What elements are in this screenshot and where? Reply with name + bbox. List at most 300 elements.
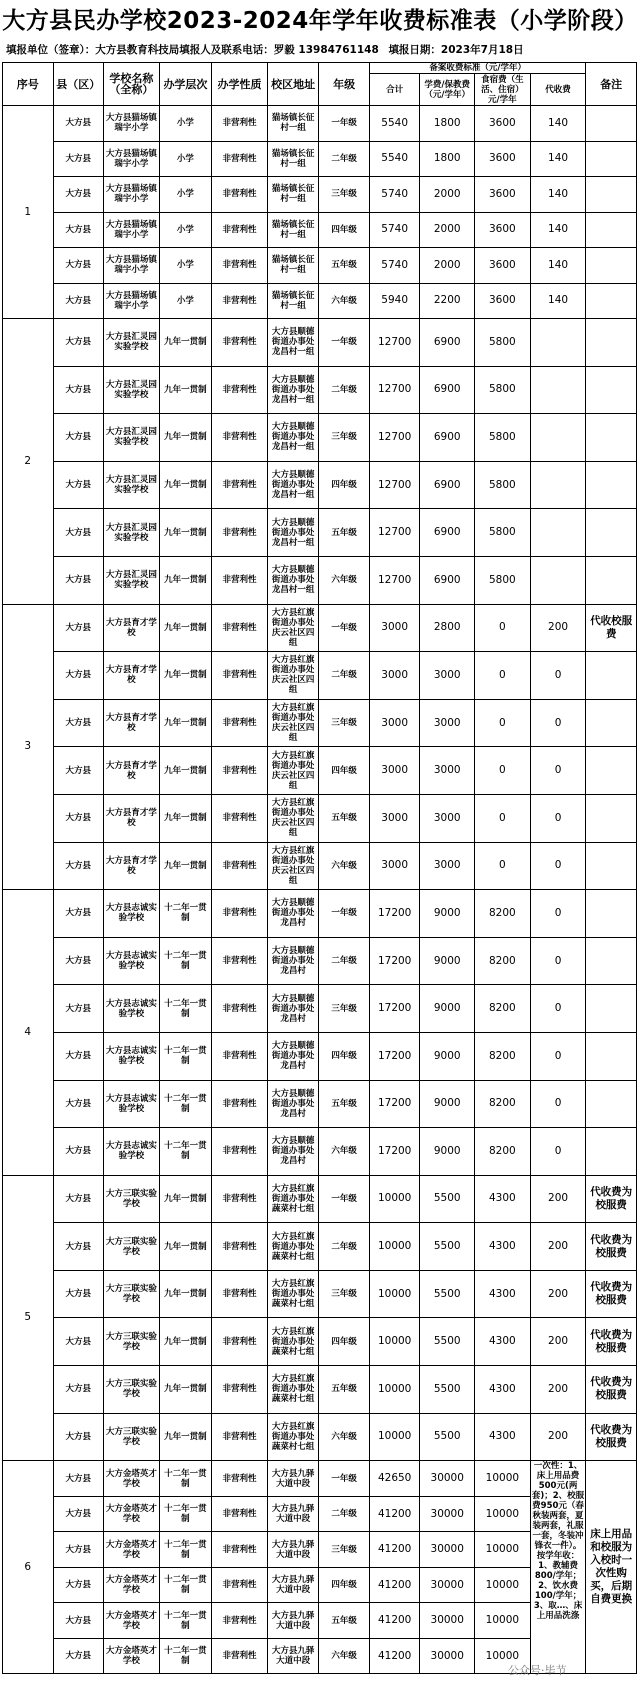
cell-agency: 200: [530, 604, 586, 652]
cell-agency: 0: [530, 985, 586, 1033]
cell-level: 九年一贯制: [159, 1413, 212, 1461]
cell-tuition: 30000: [420, 1567, 475, 1603]
cell-board: 0: [475, 652, 531, 700]
cell-county: 大方县: [53, 652, 104, 700]
cell-nature: 非营利性: [212, 1223, 268, 1271]
cell-level: 十二年一贯制: [159, 985, 212, 1033]
cell-remark: [586, 937, 637, 985]
cell-school: 大方金塔英才学校: [104, 1532, 160, 1568]
cell-school: 大方县猫场镇瑞宇小学: [104, 141, 160, 177]
cell-county: 大方县: [53, 556, 104, 604]
cell-address: 大方县顺德街道办事处龙昌村一组: [267, 366, 319, 414]
cell-nature: 非营利性: [212, 1461, 268, 1497]
cell-school: 大方金塔英才学校: [104, 1603, 160, 1639]
cell-tuition: 30000: [420, 1603, 475, 1639]
table-row: [3, 1032, 637, 1080]
cell-grade: 三年级: [319, 699, 370, 747]
cell-remark: 代收校服费: [586, 604, 637, 652]
cell-county: 大方县: [53, 1223, 104, 1271]
cell-school: 大方三联实验学校: [104, 1270, 160, 1318]
cell-level: 九年一贯制: [159, 1175, 212, 1223]
cell-grade: 六年级: [319, 842, 370, 890]
cell-grade: 二年级: [319, 652, 370, 700]
cell-agency: 200: [530, 1318, 586, 1366]
cell-county: 大方县: [53, 1496, 104, 1532]
cell-total: 17200: [369, 1128, 420, 1176]
cell-grade: 一年级: [319, 604, 370, 652]
table-row: [3, 366, 637, 414]
cell-address: 大方县九驿大道中段: [267, 1638, 319, 1674]
table-row: [3, 1080, 637, 1128]
cell-tuition: 3000: [420, 652, 475, 700]
cell-total: 41200: [369, 1603, 420, 1639]
table-row: [3, 1128, 637, 1176]
cell-level: 十二年一贯制: [159, 1496, 212, 1532]
cell-nature: 非营利性: [212, 556, 268, 604]
cell-grade: 一年级: [319, 1175, 370, 1223]
cell-nature: 非营利性: [212, 106, 268, 142]
table-row: [3, 212, 637, 248]
cell-tuition: 2000: [420, 177, 475, 213]
cell-remark: [586, 366, 637, 414]
cell-address: 猫场镇长征村一组: [267, 283, 319, 319]
cell-tuition: 2000: [420, 212, 475, 248]
cell-school: 大方三联实验学校: [104, 1318, 160, 1366]
cell-remark: 代收费为校服费: [586, 1413, 637, 1461]
table-row: [3, 1413, 637, 1461]
cell-remark: [586, 509, 637, 557]
cell-board: 0: [475, 747, 531, 795]
table-row: [3, 985, 637, 1033]
cell-tuition: 6900: [420, 414, 475, 462]
cell-nature: 非营利性: [212, 1128, 268, 1176]
cell-county: 大方县: [53, 414, 104, 462]
table-row: [3, 1270, 637, 1318]
cell-agency: 200: [530, 1175, 586, 1223]
table-row: [3, 604, 637, 652]
report-info: [6, 42, 636, 57]
cell-agency: 0: [530, 699, 586, 747]
cell-level: 九年一贯制: [159, 1318, 212, 1366]
cell-county: 大方县: [53, 937, 104, 985]
cell-county: 大方县: [53, 366, 104, 414]
group-seq: 5: [3, 1175, 54, 1461]
cell-address: 大方县顺德街道办事处龙昌村: [267, 937, 319, 985]
table-row: [3, 1366, 637, 1414]
cell-address: 大方县红旗街道办事处蔬菜村七组: [267, 1318, 319, 1366]
table-row: [3, 106, 637, 142]
page-title: 大方县民办学校2023-2024年学年收费标准表（小学阶段）: [2, 8, 638, 34]
cell-level: 九年一贯制: [159, 699, 212, 747]
cell-board: 5800: [475, 414, 531, 462]
cell-address: 大方县红旗街道办事处庆云社区四组: [267, 604, 319, 652]
cell-school: 大方县猫场镇瑞宇小学: [104, 212, 160, 248]
cell-tuition: 5500: [420, 1366, 475, 1414]
cell-level: 九年一贯制: [159, 461, 212, 509]
cell-tuition: 3000: [420, 747, 475, 795]
cell-grade: 六年级: [319, 1638, 370, 1674]
cell-school: 大方县汇灵园实验学校: [104, 414, 160, 462]
cell-county: 大方县: [53, 1080, 104, 1128]
cell-address: 大方县红旗街道办事处庆云社区四组: [267, 794, 319, 842]
cell-level: 小学: [159, 106, 212, 142]
cell-board: 10000: [475, 1638, 531, 1674]
cell-tuition: 1800: [420, 141, 475, 177]
cell-county: 大方县: [53, 747, 104, 795]
cell-level: 十二年一贯制: [159, 937, 212, 985]
cell-total: 10000: [369, 1366, 420, 1414]
cell-remark: [586, 556, 637, 604]
cell-total: 10000: [369, 1318, 420, 1366]
cell-level: 小学: [159, 248, 212, 284]
cell-total: 10000: [369, 1270, 420, 1318]
cell-remark: [586, 106, 637, 142]
cell-grade: 六年级: [319, 556, 370, 604]
cell-address: 大方县九驿大道中段: [267, 1603, 319, 1639]
cell-address: 大方县红旗街道办事处蔬菜村七组: [267, 1366, 319, 1414]
cell-total: 5540: [369, 106, 420, 142]
cell-school: 大方县猫场镇瑞宇小学: [104, 283, 160, 319]
header-seq: 序号: [3, 63, 54, 106]
cell-tuition: 3000: [420, 699, 475, 747]
header-level: 办学层次: [159, 63, 212, 106]
cell-county: 大方县: [53, 1638, 104, 1674]
cell-total: 10000: [369, 1223, 420, 1271]
cell-nature: 非营利性: [212, 248, 268, 284]
cell-address: 大方县顺德街道办事处龙昌村一组: [267, 319, 319, 367]
cell-board: 4300: [475, 1318, 531, 1366]
table-row: [3, 461, 637, 509]
table-row: [3, 937, 637, 985]
table-row: [3, 177, 637, 213]
cell-nature: 非营利性: [212, 1175, 268, 1223]
cell-remark: 代收费为校服费: [586, 1366, 637, 1414]
cell-nature: 非营利性: [212, 366, 268, 414]
cell-remark: [586, 699, 637, 747]
cell-tuition: 5500: [420, 1175, 475, 1223]
cell-total: 5540: [369, 141, 420, 177]
cell-county: 大方县: [53, 842, 104, 890]
cell-total: 17200: [369, 1032, 420, 1080]
cell-level: 九年一贯制: [159, 1223, 212, 1271]
cell-county: 大方县: [53, 1270, 104, 1318]
cell-county: 大方县: [53, 1175, 104, 1223]
cell-school: 大方金塔英才学校: [104, 1638, 160, 1674]
cell-level: 十二年一贯制: [159, 1603, 212, 1639]
cell-total: 5740: [369, 177, 420, 213]
header-nature: 办学性质: [212, 63, 268, 106]
cell-agency: 140: [530, 212, 586, 248]
table-row: [3, 319, 637, 367]
cell-county: 大方县: [53, 794, 104, 842]
table-row: [3, 556, 637, 604]
header-board: 食宿费（生活、住宿）元/学年: [475, 74, 531, 106]
cell-total: 12700: [369, 366, 420, 414]
cell-board: 8200: [475, 937, 531, 985]
cell-nature: 非营利性: [212, 319, 268, 367]
cell-agency: 200: [530, 1223, 586, 1271]
cell-board: 0: [475, 794, 531, 842]
cell-grade: 一年级: [319, 106, 370, 142]
cell-total: 12700: [369, 509, 420, 557]
cell-board: 5800: [475, 319, 531, 367]
cell-agency: 200: [530, 1270, 586, 1318]
cell-grade: 一年级: [319, 1461, 370, 1497]
table-row: [3, 1175, 637, 1223]
cell-county: 大方县: [53, 1567, 104, 1603]
cell-tuition: 9000: [420, 1080, 475, 1128]
cell-board: 4300: [475, 1366, 531, 1414]
cell-school: 大方县志诚实验学校: [104, 1080, 160, 1128]
cell-level: 九年一贯制: [159, 366, 212, 414]
cell-school: 大方县汇灵园实验学校: [104, 556, 160, 604]
cell-grade: 六年级: [319, 1413, 370, 1461]
cell-board: 8200: [475, 985, 531, 1033]
cell-board: 3600: [475, 248, 531, 284]
cell-board: 10000: [475, 1603, 531, 1639]
cell-county: 大方县: [53, 461, 104, 509]
cell-grade: 一年级: [319, 890, 370, 938]
cell-board: 0: [475, 842, 531, 890]
cell-board: 5800: [475, 509, 531, 557]
cell-county: 大方县: [53, 604, 104, 652]
cell-school: 大方三联实验学校: [104, 1175, 160, 1223]
cell-nature: 非营利性: [212, 937, 268, 985]
cell-board: 4300: [475, 1175, 531, 1223]
cell-nature: 非营利性: [212, 1532, 268, 1568]
cell-county: 大方县: [53, 248, 104, 284]
cell-address: 大方县顺德街道办事处龙昌村: [267, 1128, 319, 1176]
cell-board: 10000: [475, 1496, 531, 1532]
cell-level: 九年一贯制: [159, 414, 212, 462]
cell-total: 3000: [369, 604, 420, 652]
cell-tuition: 30000: [420, 1532, 475, 1568]
table-row: [3, 1461, 637, 1497]
cell-remark: [586, 842, 637, 890]
cell-remark: [586, 212, 637, 248]
cell-level: 九年一贯制: [159, 1366, 212, 1414]
cell-remark: 代收费为校服费: [586, 1318, 637, 1366]
cell-address: 大方县红旗街道办事处蔬菜村七组: [267, 1175, 319, 1223]
table-row: [3, 283, 637, 319]
cell-agency: 0: [530, 842, 586, 890]
cell-nature: 非营利性: [212, 1496, 268, 1532]
cell-level: 十二年一贯制: [159, 1080, 212, 1128]
cell-school: 大方县汇灵园实验学校: [104, 509, 160, 557]
cell-tuition: 9000: [420, 890, 475, 938]
cell-county: 大方县: [53, 699, 104, 747]
group-seq: 1: [3, 106, 54, 319]
cell-school: 大方县志诚实验学校: [104, 1032, 160, 1080]
report-unit: 填报单位（签章）：大方县教育科技局填报人及联系电话：罗毅 13984761148: [6, 44, 379, 56]
cell-address: 大方县红旗街道办事处蔬菜村七组: [267, 1270, 319, 1318]
header-standard: 备案收费标准（元/学年）: [369, 63, 585, 74]
cell-nature: 非营利性: [212, 604, 268, 652]
header-agency: 代收费: [530, 74, 586, 106]
cell-tuition: 6900: [420, 461, 475, 509]
cell-school: 大方三联实验学校: [104, 1366, 160, 1414]
cell-level: 九年一贯制: [159, 842, 212, 890]
cell-board: 5800: [475, 556, 531, 604]
cell-board: 3600: [475, 283, 531, 319]
cell-grade: 五年级: [319, 1603, 370, 1639]
cell-total: 10000: [369, 1413, 420, 1461]
cell-tuition: 5500: [420, 1270, 475, 1318]
cell-address: 大方县红旗街道办事处庆云社区四组: [267, 699, 319, 747]
cell-nature: 非营利性: [212, 461, 268, 509]
cell-grade: 二年级: [319, 366, 370, 414]
cell-remark: [586, 1080, 637, 1128]
cell-grade: 二年级: [319, 1496, 370, 1532]
cell-board: 4300: [475, 1223, 531, 1271]
cell-total: 10000: [369, 1175, 420, 1223]
cell-total: 3000: [369, 747, 420, 795]
cell-agency: 0: [530, 1128, 586, 1176]
cell-tuition: 9000: [420, 937, 475, 985]
cell-nature: 非营利性: [212, 1032, 268, 1080]
cell-school: 大方县志诚实验学校: [104, 1128, 160, 1176]
cell-tuition: 9000: [420, 1128, 475, 1176]
cell-address: 大方县顺德街道办事处龙昌村一组: [267, 461, 319, 509]
cell-agency: [530, 461, 586, 509]
cell-agency: 140: [530, 283, 586, 319]
cell-grade: 四年级: [319, 461, 370, 509]
cell-remark: [586, 283, 637, 319]
cell-school: 大方金塔英才学校: [104, 1496, 160, 1532]
watermark: 公众号·毕节: [508, 1664, 567, 1677]
cell-school: 大方县汇灵园实验学校: [104, 319, 160, 367]
cell-tuition: 5500: [420, 1413, 475, 1461]
cell-grade: 二年级: [319, 937, 370, 985]
cell-board: 8200: [475, 1080, 531, 1128]
cell-grade: 二年级: [319, 1223, 370, 1271]
cell-nature: 非营利性: [212, 1638, 268, 1674]
cell-agency: 200: [530, 1413, 586, 1461]
cell-county: 大方县: [53, 177, 104, 213]
cell-address: 大方县顺德街道办事处龙昌村: [267, 985, 319, 1033]
cell-remark: [586, 177, 637, 213]
cell-county: 大方县: [53, 1318, 104, 1366]
cell-total: 5740: [369, 212, 420, 248]
table-row: [3, 248, 637, 284]
header-total: 合计: [369, 74, 420, 106]
cell-tuition: 30000: [420, 1461, 475, 1497]
cell-remark: [586, 652, 637, 700]
cell-level: 十二年一贯制: [159, 1638, 212, 1674]
cell-grade: 五年级: [319, 509, 370, 557]
cell-remark: [586, 890, 637, 938]
cell-address: 大方县九驿大道中段: [267, 1461, 319, 1497]
cell-remark: [586, 248, 637, 284]
cell-school: 大方县志诚实验学校: [104, 985, 160, 1033]
cell-remark: [586, 1128, 637, 1176]
cell-level: 十二年一贯制: [159, 890, 212, 938]
cell-board: 3600: [475, 106, 531, 142]
cell-county: 大方县: [53, 1032, 104, 1080]
cell-nature: 非营利性: [212, 1080, 268, 1128]
cell-level: 九年一贯制: [159, 794, 212, 842]
cell-school: 大方县汇灵园实验学校: [104, 461, 160, 509]
table-row: [3, 141, 637, 177]
cell-grade: 四年级: [319, 212, 370, 248]
cell-tuition: 1800: [420, 106, 475, 142]
cell-school: 大方县育才学校: [104, 747, 160, 795]
cell-agency: 0: [530, 747, 586, 795]
cell-address: 大方县顺德街道办事处龙昌村一组: [267, 556, 319, 604]
cell-level: 十二年一贯制: [159, 1461, 212, 1497]
cell-remark: [586, 461, 637, 509]
table-row: [3, 1318, 637, 1366]
cell-address: 大方县顺德街道办事处龙昌村一组: [267, 509, 319, 557]
cell-total: 41200: [369, 1567, 420, 1603]
cell-address: 大方县顺德街道办事处龙昌村: [267, 890, 319, 938]
cell-total: 17200: [369, 890, 420, 938]
header-address: 校区地址: [267, 63, 319, 106]
cell-level: 十二年一贯制: [159, 1567, 212, 1603]
cell-agency: 140: [530, 141, 586, 177]
cell-county: 大方县: [53, 890, 104, 938]
table-row: [3, 747, 637, 795]
cell-school: 大方三联实验学校: [104, 1413, 160, 1461]
cell-board: 8200: [475, 1032, 531, 1080]
cell-address: 大方县红旗街道办事处蔬菜村七组: [267, 1413, 319, 1461]
cell-school: 大方县猫场镇瑞宇小学: [104, 248, 160, 284]
cell-tuition: 5500: [420, 1223, 475, 1271]
cell-remark: [586, 141, 637, 177]
cell-tuition: 9000: [420, 985, 475, 1033]
cell-county: 大方县: [53, 1461, 104, 1497]
cell-grade: 三年级: [319, 177, 370, 213]
cell-total: 17200: [369, 985, 420, 1033]
cell-nature: 非营利性: [212, 283, 268, 319]
cell-remark: 代收费为校服费: [586, 1270, 637, 1318]
cell-board: 0: [475, 604, 531, 652]
cell-agency: [530, 366, 586, 414]
cell-grade: 三年级: [319, 1532, 370, 1568]
cell-school: 大方县育才学校: [104, 604, 160, 652]
cell-grade: 三年级: [319, 1270, 370, 1318]
cell-grade: 一年级: [319, 319, 370, 367]
cell-county: 大方县: [53, 212, 104, 248]
cell-county: 大方县: [53, 1603, 104, 1639]
cell-board: 4300: [475, 1270, 531, 1318]
cell-agency: 0: [530, 937, 586, 985]
cell-nature: 非营利性: [212, 1413, 268, 1461]
header-tuition: 学费/保教费（元/学年）: [420, 74, 475, 106]
cell-county: 大方县: [53, 283, 104, 319]
cell-total: 3000: [369, 842, 420, 890]
cell-nature: 非营利性: [212, 699, 268, 747]
cell-board: 3600: [475, 141, 531, 177]
cell-county: 大方县: [53, 1413, 104, 1461]
cell-address: 猫场镇长征村一组: [267, 177, 319, 213]
cell-tuition: 30000: [420, 1496, 475, 1532]
cell-level: 九年一贯制: [159, 652, 212, 700]
cell-county: 大方县: [53, 141, 104, 177]
group-seq: 6: [3, 1461, 54, 1674]
cell-tuition: 2200: [420, 283, 475, 319]
cell-remark: [586, 794, 637, 842]
cell-remark: [586, 747, 637, 795]
cell-school: 大方县志诚实验学校: [104, 937, 160, 985]
cell-grade: 三年级: [319, 414, 370, 462]
header-grade: 年级: [319, 63, 370, 106]
cell-total: 17200: [369, 1080, 420, 1128]
cell-nature: 非营利性: [212, 794, 268, 842]
cell-remark: [586, 414, 637, 462]
cell-remark: 代收费为校服费: [586, 1175, 637, 1223]
cell-school: 大方县猫场镇瑞宇小学: [104, 106, 160, 142]
